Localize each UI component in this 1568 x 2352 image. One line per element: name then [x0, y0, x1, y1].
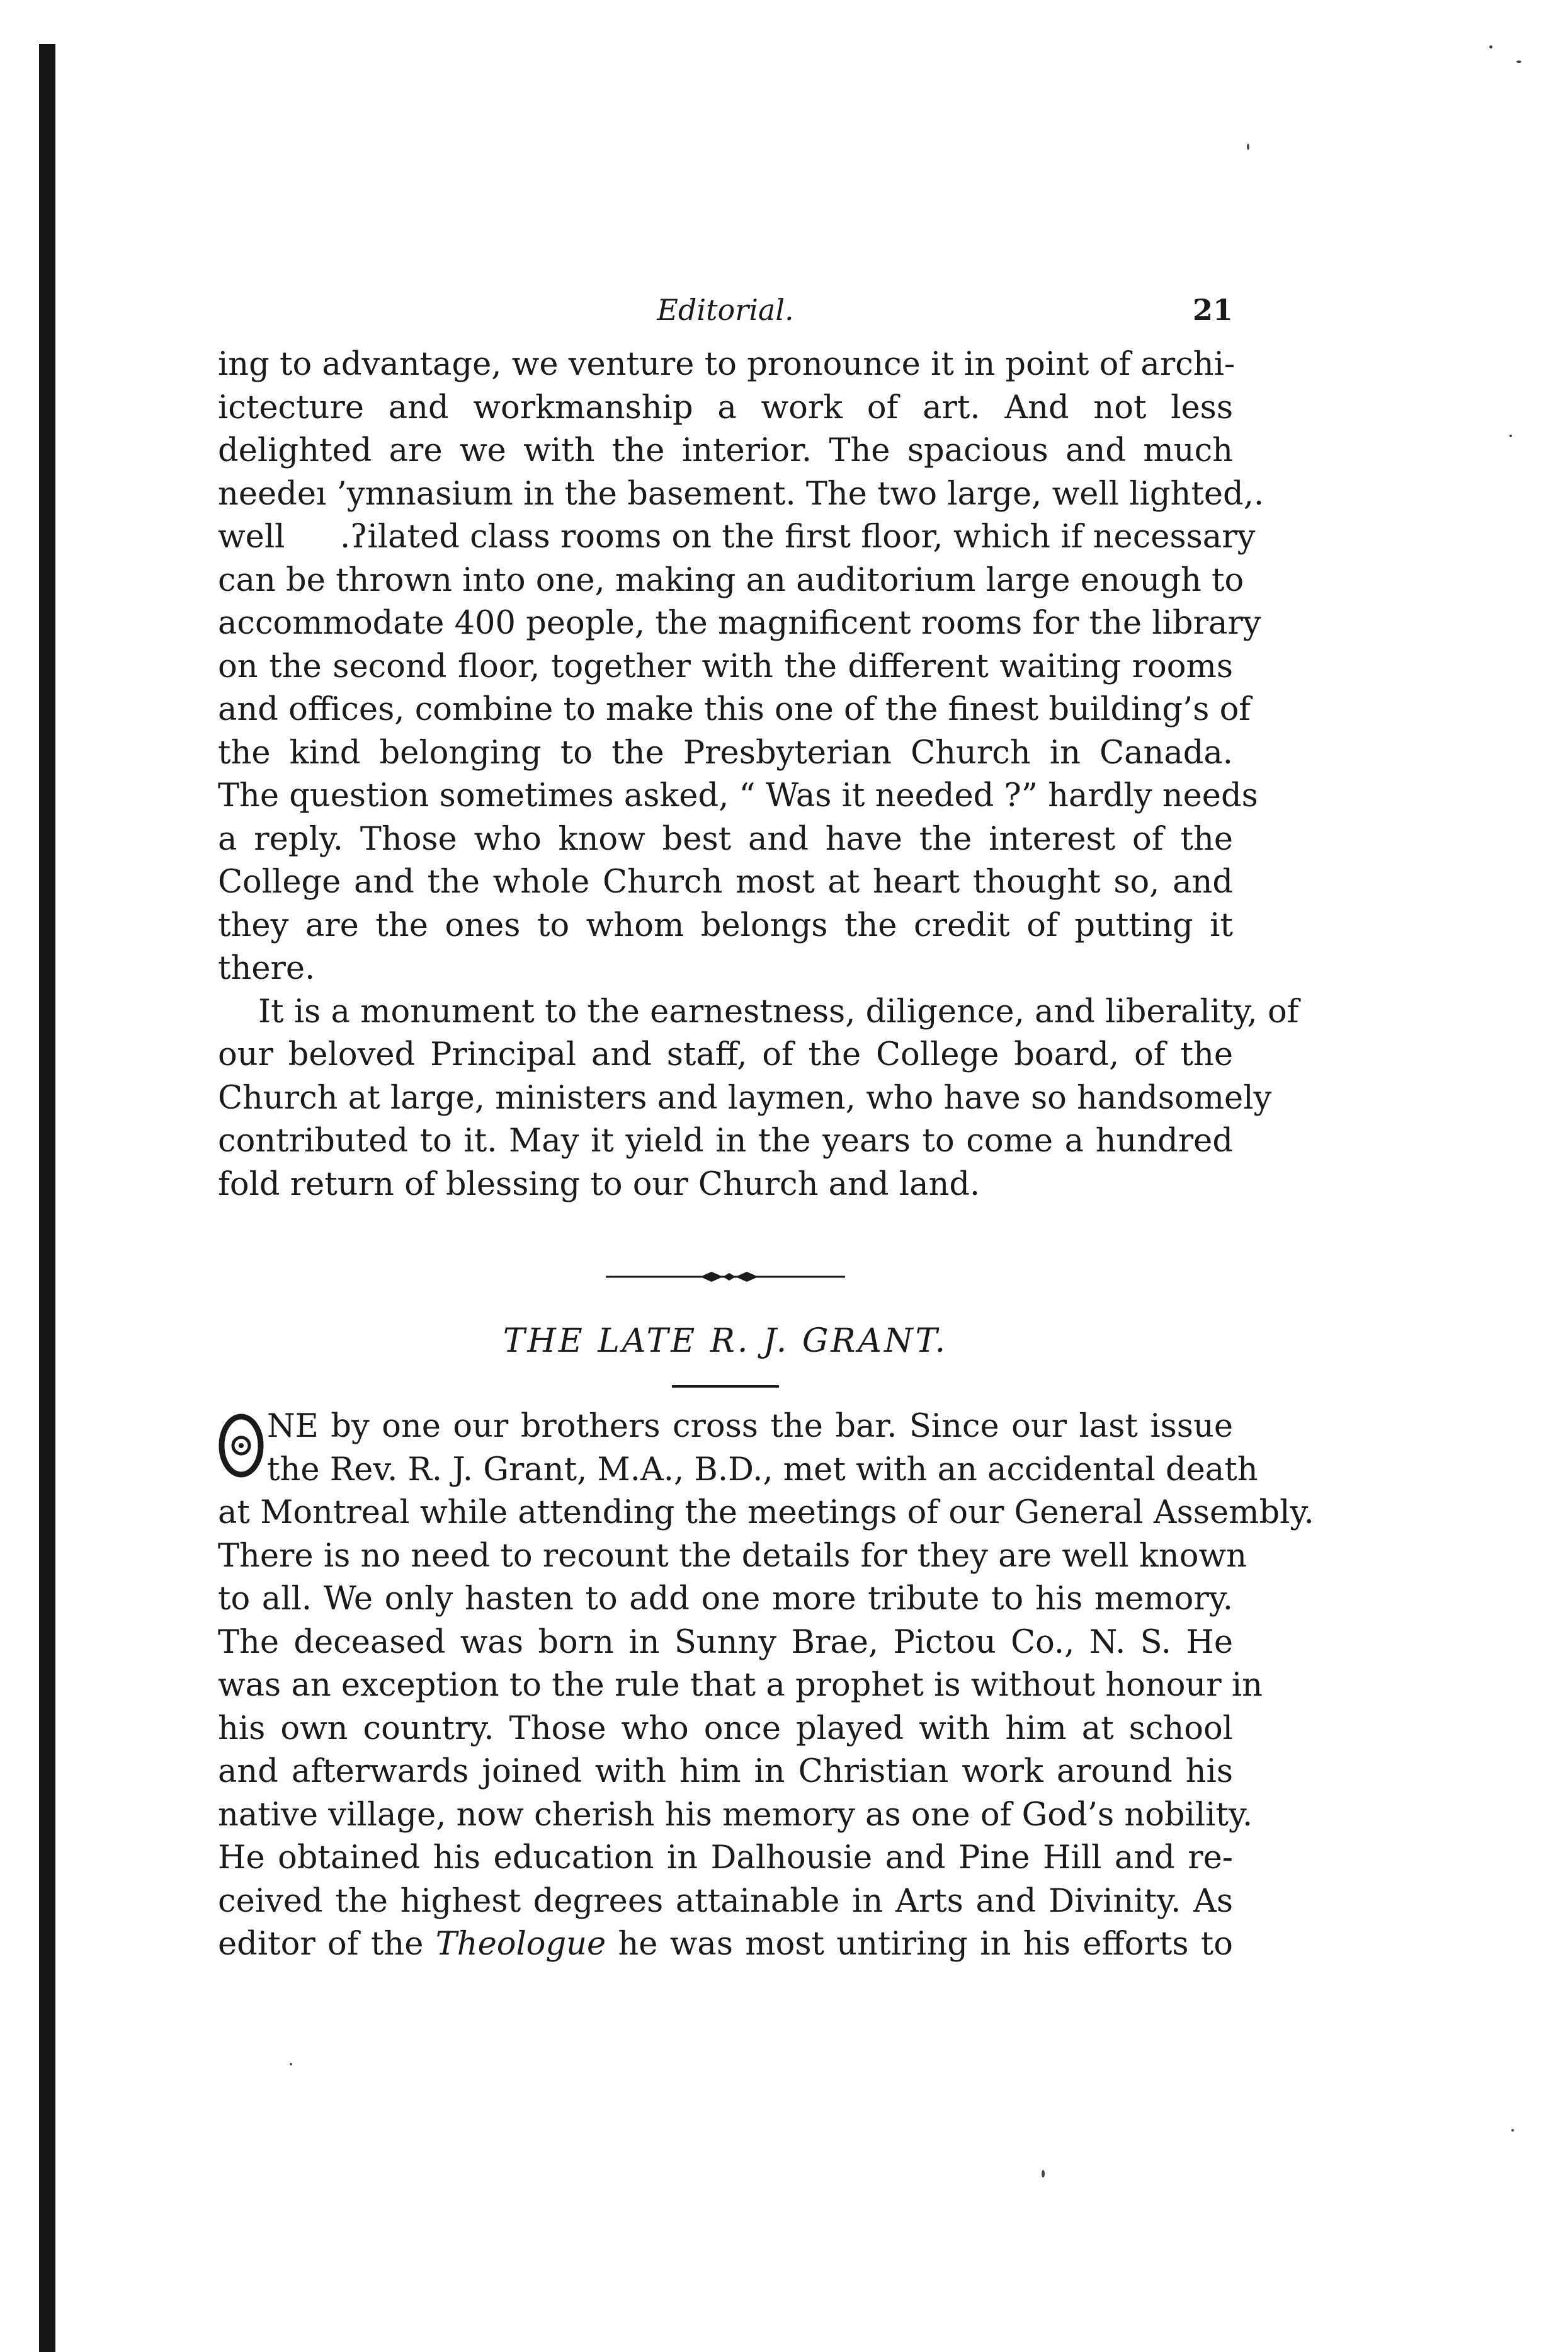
text-line: at Montreal while attending the meetings of our General Assembly.	[218, 1494, 1314, 1531]
text-line: ing to advantage, we venture to pronounce it in point of archi-	[218, 346, 1236, 383]
scan-speck	[290, 2063, 292, 2065]
text-line: Church at large, ministers and laymen, who have so handsomely	[218, 1079, 1272, 1117]
title-underline-rule	[672, 1385, 779, 1388]
text-line-final	[218, 1923, 1233, 1967]
text-line: accommodate 400 people, the magnificent rooms for the library	[218, 605, 1261, 642]
periodical-title: Theologue	[435, 1926, 606, 1963]
text-line: It is a monument to the earnestness, diligence, and liberality, of	[258, 993, 1299, 1030]
text-line: needeı ’ymnasium in the basement. The two large, well lighted,.	[218, 475, 1264, 513]
scan-speck	[1511, 2129, 1514, 2132]
text-fragment: editor of the	[218, 1926, 436, 1963]
page-number: 21	[1192, 293, 1233, 327]
text-fragment: he was most untiring in his efforts to	[606, 1926, 1233, 1963]
scan-binding-edge	[39, 44, 55, 2352]
scan-speck	[1042, 2170, 1045, 2178]
ornament-rule-icon	[599, 1264, 851, 1289]
text-line: ictecture and workmanship a work of art. And not less	[218, 389, 1233, 426]
scan-speck	[1489, 45, 1492, 49]
scan-speck	[1516, 60, 1521, 63]
section-divider-ornament	[599, 1264, 851, 1289]
scan-speck	[1247, 144, 1249, 150]
text-line: There is no need to recount the details for they are well known	[218, 1537, 1247, 1575]
text-line: The question sometimes asked, “ Was it needed ?” hardly needs	[218, 777, 1258, 814]
text-line: native village, now cherish his memory as one of God’s nobility.	[218, 1796, 1253, 1834]
text-line: they are the ones to whom belongs the credit of putting it	[218, 906, 1233, 944]
text-line: can be thrown into one, making an auditorium large enough to	[218, 561, 1244, 599]
text-line: on the second floor, together with the different waiting rooms	[218, 648, 1233, 685]
text-line: The deceased was born in Sunny Brae, Pictou Co., N. S. He	[218, 1623, 1233, 1661]
text-line: was an exception to the rule that a prophet is without honour in	[218, 1667, 1263, 1704]
paragraph-monument	[218, 991, 1299, 1207]
page-content	[218, 287, 1314, 1967]
text-line: fold return of blessing to our Church and land.	[218, 1165, 980, 1203]
text-line: our beloved Principal and staff, of the College board, of the	[218, 1036, 1233, 1073]
obituary-paragraph	[218, 1405, 1314, 1967]
drop-cap-o-icon	[218, 1412, 264, 1480]
text-line: and afterwards joined with him in Christian work around his	[218, 1753, 1233, 1790]
text-line: NE by one our brothers cross the bar. Since our last issue	[267, 1408, 1233, 1445]
text-line: there.	[218, 950, 315, 987]
text-line: contributed to it. May it yield in the years to come a hundred	[218, 1122, 1233, 1160]
text-line: He obtained his education in Dalhousie and Pine Hill and re-	[218, 1839, 1233, 1876]
text-line: the Rev. R. J. Grant, M.A., B.D., met with an accidental death	[267, 1451, 1258, 1488]
text-line: College and the whole Church most at heart thought so, and	[218, 864, 1233, 901]
text-line: delighted are we with the interior. The spacious and much	[218, 432, 1233, 469]
text-line: the kind belonging to the Presbyterian Church in Canada.	[218, 734, 1233, 772]
paragraph-building-description	[218, 343, 1264, 991]
obituary-body	[218, 1405, 1314, 1967]
obituary-title: THE LATE R. J. GRANT.	[503, 1322, 948, 1360]
text-line: his own country. Those who once played with him at school	[218, 1710, 1233, 1747]
text-line: well .ʔilated class rooms on the first floor, which if necessary	[218, 518, 1256, 556]
text-line: ceived the highest degrees attainable in Arts and Divinity. As	[218, 1882, 1233, 1920]
text-line: and offices, combine to make this one of the finest building’s of	[218, 691, 1251, 728]
text-line: to all. We only hasten to add one more tribute to his memory.	[218, 1580, 1233, 1618]
scan-speck	[1509, 435, 1512, 437]
running-title: Editorial.	[657, 293, 794, 327]
text-line: a reply. Those who know best and have the interest of the	[218, 820, 1233, 858]
running-head	[218, 287, 1233, 343]
